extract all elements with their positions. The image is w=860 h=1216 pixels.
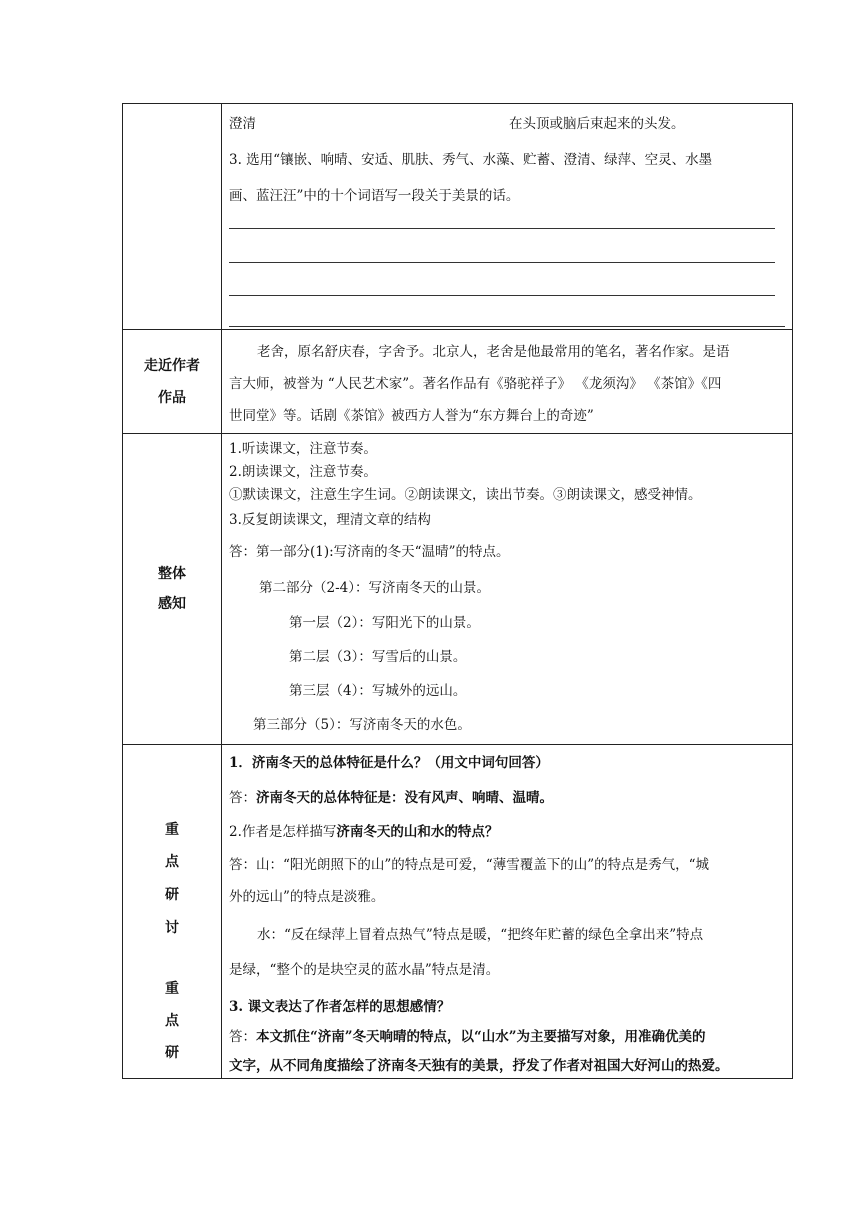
answer-2-line1: 答：山：“阳光朗照下的山”的特点是可爱，“薄雪覆盖下的山”的特点是秀气，“城 (229, 857, 710, 873)
discussion-row-content (222, 745, 793, 1079)
discussion-label-char-3: 研 (165, 887, 179, 903)
author-intro-line1: 老舍，原名舒庆春，字舍予。北京人，老舍是他最常用的笔名，著名作家。是语 (257, 344, 730, 360)
structure-part2-layer2: 第二层（3）：写雪后的山景。 (289, 649, 467, 665)
author-intro-line3: 世同堂》等。话剧《茶馆》被西方人誉为“东方舞台上的奇迹” (229, 408, 594, 424)
answer-3-line1 (229, 1025, 706, 1045)
vocab-row-content (222, 104, 793, 330)
discussion-label-char-5: 重 (165, 981, 179, 997)
lesson-table-wrapper (122, 103, 793, 1079)
answer-line-1 (229, 228, 775, 229)
answer-3-body-1: 本文抓住“济南”冬天响晴的特点，以“山水”为主要描写对象，用准确优美的 (256, 1029, 706, 1045)
overview-row (123, 434, 793, 745)
overview-row-label (123, 434, 222, 745)
vocab-row-label-cell (123, 104, 222, 330)
question-2-prefix: 2.作者是怎样描写 (229, 824, 337, 840)
structure-answer-part1: 答：第一部分(1):写济南的冬天“温晴”的特点。 (229, 544, 510, 560)
vocab-definition: 在头顶或脑后束起来的头发。 (509, 116, 685, 132)
discussion-row (123, 745, 793, 1079)
overview-row-content (222, 434, 793, 745)
answer-3-line2: 文字，从不同角度描绘了济南冬天独有的美景，抒发了作者对祖国大好河山的热爱。 (229, 1058, 729, 1074)
author-row (123, 330, 793, 434)
author-intro-line2: 言大师，被誉为 “人民艺术家”。著名作品有《骆驼祥子》 《龙须沟》 《茶馆》《四 (229, 376, 722, 392)
question-3: 3. 课文表达了作者怎样的思想感情？ (229, 999, 451, 1015)
structure-part2: 第二部分（2-4）：写济南冬天的山景。 (259, 580, 490, 596)
structure-part2-layer3: 第三层（4）：写城外的远山。 (289, 683, 467, 699)
structure-part3: 第三部分（5）：写济南冬天的水色。 (253, 717, 471, 733)
exercise-3-line1: 3. 选用“镶嵌、响晴、安适、肌肤、秀气、水藻、贮蓄、澄清、绿萍、空灵、水墨 (229, 152, 713, 168)
answer-2-line4: 是绿，“整个的是块空灵的蓝水晶”特点是清。 (229, 962, 500, 978)
answer-1-prefix: 答： (229, 790, 256, 806)
discussion-label-char-2: 点 (165, 854, 179, 870)
author-row-label (123, 330, 222, 434)
overview-step-2: 2.朗读课文，注意节奏。 (229, 464, 377, 480)
overview-step-1: 1.听读课文，注意节奏。 (229, 441, 377, 457)
discussion-label-char-6: 点 (165, 1013, 179, 1029)
vocab-row (123, 104, 793, 330)
question-2 (229, 820, 498, 840)
question-1: 1．济南冬天的总体特征是什么？（用文中词句回答） (229, 755, 549, 771)
answer-line-3 (229, 295, 775, 296)
lesson-table (122, 103, 793, 1079)
author-label-line2: 作品 (158, 389, 186, 406)
answer-2-line2: 外的远山”的特点是淡雅。 (229, 889, 385, 905)
author-row-content (222, 330, 793, 434)
answer-line-4 (229, 326, 785, 327)
author-label-line1: 走近作者 (144, 357, 200, 374)
discussion-label-char-7: 研 (165, 1045, 179, 1061)
exercise-3-line2: 画、蓝汪汪”中的十个词语写一段关于美景的话。 (229, 188, 520, 204)
vocab-word: 澄清 (229, 116, 256, 132)
discussion-label-char-1: 重 (165, 822, 179, 838)
overview-label-line1: 整体 (158, 566, 186, 582)
question-2-bold: 济南冬天的山和水的特点？ (336, 824, 499, 840)
overview-label-line2: 感知 (158, 596, 186, 612)
answer-line-2 (229, 262, 775, 263)
answer-1 (229, 786, 553, 806)
answer-1-body: 济南冬天的总体特征是：没有风声、响晴、温晴。 (256, 790, 553, 806)
overview-step-3: 3.反复朗读课文，理清文章的结构 (229, 512, 431, 528)
structure-part2-layer1: 第一层（2）：写阳光下的山景。 (289, 615, 480, 631)
discussion-row-label (123, 745, 222, 1079)
answer-3-prefix: 答： (229, 1029, 256, 1045)
overview-step-2-detail: ①默读课文，注意生字生词。②朗读课文，读出节奏。③朗读课文，感受神情。 (229, 487, 702, 503)
discussion-label-char-4: 讨 (165, 920, 179, 936)
answer-2-line3: 水：“反在绿萍上冒着点热气”特点是暖，“把终年贮蓄的绿色全拿出来”特点 (257, 927, 704, 943)
